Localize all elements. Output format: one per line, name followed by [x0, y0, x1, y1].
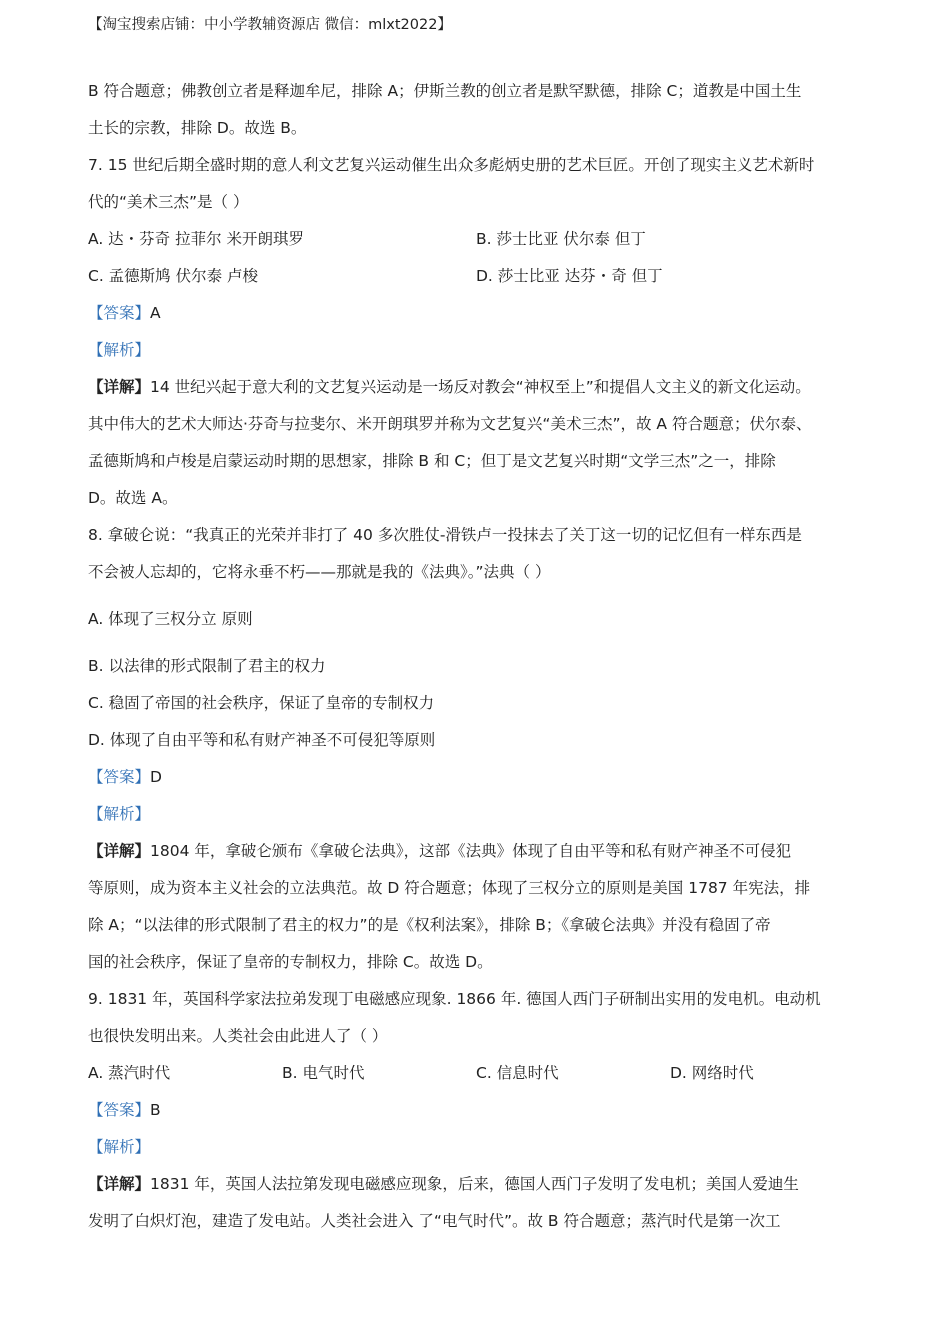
- q9-detail-label: 【详解】: [88, 1175, 151, 1193]
- q8-detail-line-4: 国的社会秩序，保证了皇帝的专制权力，排除 C。故选 D。: [88, 953, 493, 971]
- q7-detail-line-4: D。故选 A。: [88, 489, 178, 507]
- q8-answer-label: 【答案】: [88, 768, 151, 786]
- q7-detail-label: 【详解】: [88, 378, 151, 396]
- q7-option-b: B. 莎士比亚 伏尔泰 但丁: [476, 230, 646, 248]
- q9-detail-line-2: 发明了白炽灯泡，建造了发电站。人类社会进入 了“电气时代”。故 B 符合题意；蒸汽时代是第一次工: [88, 1212, 781, 1230]
- q7-answer-label: 【答案】: [88, 304, 151, 322]
- q8-detail-label: 【详解】: [88, 842, 151, 860]
- q7-stem-line-1: 7. 15 世纪后期全盛时期的意人利文艺复兴运动催生出众多彪炳史册的艺术巨匠。开创了现实主义艺术新时: [88, 156, 815, 174]
- q7-option-c: C. 孟德斯鸠 伏尔泰 卢梭: [88, 267, 259, 285]
- page-content: [88, 78, 888, 1245]
- q7-detail-line-1: [88, 374, 888, 411]
- q8-detail-line-2: 等原则，成为资本主义社会的立法典范。故 D 符合题意；体现了三权分立的原则是美国 1787 年宪法，排: [88, 879, 811, 897]
- q8-answer: [88, 764, 888, 801]
- q7-answer: [88, 300, 888, 337]
- q7-detail-line-3: 孟德斯鸠和卢梭是启蒙运动时期的思想家，排除 B 和 C；但丁是文艺复兴时期“文学三杰”之一，排除: [88, 452, 776, 470]
- q9-analysis-label: 【解析】: [88, 1138, 151, 1156]
- q8-detail-line-1: [88, 838, 888, 875]
- q9-answer-value: B: [150, 1101, 161, 1119]
- q9-option-c: C. 信息时代: [476, 1064, 559, 1082]
- q7-answer-value: A: [150, 304, 161, 322]
- q8-stem-line-1: 8. 拿破仑说：“我真正的光荣并非打了 40 多次胜仗-滑铁卢一投抹去了关丁这一切的记忆但有一样东西是: [88, 526, 802, 544]
- q9-detail-text-1: 1831 年，英国人法拉第发现电磁感应现象，后来，德国人西门子发明了发电机；美国人爱迪生: [150, 1175, 799, 1193]
- q6-explanation-line-2: 土长的宗教，排除 D。故选 B。: [88, 119, 307, 137]
- q8-option-d: D. 体现了自由平等和私有财产神圣不可侵犯等原则: [88, 731, 436, 749]
- q8-answer-value: D: [150, 768, 162, 786]
- q9-stem-line-2: 也很快发明出来。人类社会由此进人了（ ）: [88, 1027, 388, 1045]
- q9-options-row: [88, 1060, 888, 1097]
- q8-stem-line-2: 不会被人忘却的，它将永垂不朽——那就是我的《法典》。”法典（ ）: [88, 563, 551, 581]
- q7-options-row-2: [88, 263, 888, 300]
- q8-option-c: C. 稳固了帝国的社会秩序，保证了皇帝的专制权力: [88, 694, 435, 712]
- q7-options-row-1: [88, 226, 888, 263]
- q9-answer-label: 【答案】: [88, 1101, 151, 1119]
- q9-option-b: B. 电气时代: [282, 1064, 365, 1082]
- q7-option-d: D. 莎士比亚 达芬・奇 但丁: [476, 267, 663, 285]
- q8-option-a: A. 体现了三权分立 原则: [88, 610, 253, 628]
- q9-answer: [88, 1097, 888, 1134]
- q7-stem-line-2: 代的“美术三杰”是（ ）: [88, 193, 249, 211]
- q9-stem-line-1: 9. 1831 年，英国科学家法拉弟发现丁电磁感应现象. 1866 年. 德国人西门子研制出实用的发电机。电动机: [88, 990, 821, 1008]
- q7-option-a: A. 达・芬奇 拉菲尔 米开朗琪罗: [88, 230, 305, 248]
- q9-option-d: D. 网络时代: [670, 1064, 754, 1082]
- q7-detail-text-1: 14 世纪兴起于意大利的文艺复兴运动是一场反对教会“神权至上”和提倡人文主义的新文化运动。: [150, 378, 811, 396]
- q9-detail-line-1: [88, 1171, 888, 1208]
- page-header: 【淘宝搜索店铺：中小学教辅资源店 微信：mlxt2022】: [88, 17, 452, 33]
- q8-detail-text-1: 1804 年，拿破仑颁布《拿破仑法典》，这部《法典》体现了自由平等和私有财产神圣不可侵犯: [150, 842, 792, 860]
- q9-option-a: A. 蒸汽时代: [88, 1064, 171, 1082]
- q7-detail-line-2: 其中伟大的艺术大师达·芬奇与拉斐尔、米开朗琪罗并称为文艺复兴“美术三杰”，故 A 符合题意；伏尔泰、: [88, 415, 812, 433]
- q8-analysis-label: 【解析】: [88, 805, 151, 823]
- q6-explanation-line-1: B 符合题意；佛教创立者是释迦牟尼，排除 A；伊斯兰教的创立者是默罕默德，排除 C；道教是中国土生: [88, 82, 802, 100]
- q8-detail-line-3: 除 A；“以法律的形式限制了君主的权力”的是《权利法案》，排除 B；《拿破仑法典》并没有稳固了帝: [88, 916, 771, 934]
- q7-analysis-label: 【解析】: [88, 341, 151, 359]
- q8-option-b: B. 以法律的形式限制了君主的权力: [88, 657, 326, 675]
